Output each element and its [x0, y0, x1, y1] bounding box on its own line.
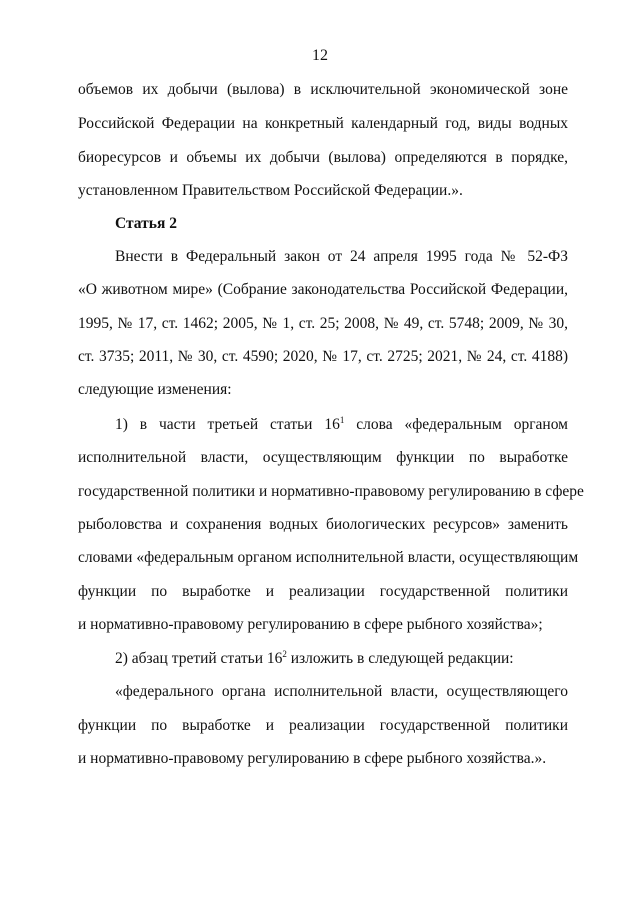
intro-line-2: Российской Федерации на конкретный календарный год, виды водных: [78, 115, 568, 132]
quote-line-3: и нормативно-правовому регулированию в сфере рыбного хозяйства.».: [78, 750, 547, 767]
amend-line-2: «О животном мире» (Собрание законодательства Российской Федерации,: [78, 281, 568, 298]
item1-superscript: 1: [339, 414, 345, 425]
item1-line-6: функции по выработке и реализации государственной политики: [78, 583, 568, 600]
article-heading: Статья 2: [115, 215, 177, 232]
intro-line-3: биоресурсов и объемы их добычи (вылова) определяются в порядке,: [78, 149, 568, 166]
amend-line-1: Внести в Федеральный закон от 24 апреля 1995 года № 52-ФЗ: [115, 248, 568, 265]
item1-line-1-start: 1) в части третьей статьи 16: [115, 416, 340, 433]
item2-end: изложить в следующей редакции:: [286, 650, 514, 667]
intro-line-1: объемов их добычи (вылова) в исключительной экономической зоне: [78, 81, 568, 98]
item2-superscript: 2: [282, 648, 287, 659]
quote-line-1: «федерального органа исполнительной власти, осуществляющего: [115, 683, 568, 700]
item1-line-1-end: слова «федеральным органом: [344, 416, 568, 433]
item2-start: 2) абзац третий статьи 16: [115, 650, 283, 667]
item1-line-7: и нормативно-правовому регулированию в сфере рыбного хозяйства»;: [78, 616, 543, 633]
amend-line-5: следующие изменения:: [78, 381, 232, 398]
item1-line-3: государственной политики и нормативно-правовому регулированию в сфере: [78, 483, 584, 500]
item1-line-1: [115, 414, 568, 436]
item1-line-5: словами «федеральным органом исполнительной власти, осуществляющим: [78, 549, 579, 566]
item2-line: [115, 648, 568, 670]
quote-line-2: функции по выработке и реализации государственной политики: [78, 717, 568, 734]
amend-line-3: 1995, № 17, ст. 1462; 2005, № 1, ст. 25; 2008, № 49, ст. 5748; 2009, № 30,: [78, 315, 568, 332]
intro-line-4: установленном Правительством Российской Федерации.».: [78, 182, 463, 199]
amend-line-4: ст. 3735; 2011, № 30, ст. 4590; 2020, № 17, ст. 2725; 2021, № 24, ст. 4188): [78, 348, 568, 365]
page-number: 12: [312, 47, 328, 64]
item1-line-4: рыболовства и сохранения водных биологических ресурсов» заменить: [78, 516, 568, 533]
item1-line-2: исполнительной власти, осуществляющим функции по выработке: [78, 449, 568, 466]
